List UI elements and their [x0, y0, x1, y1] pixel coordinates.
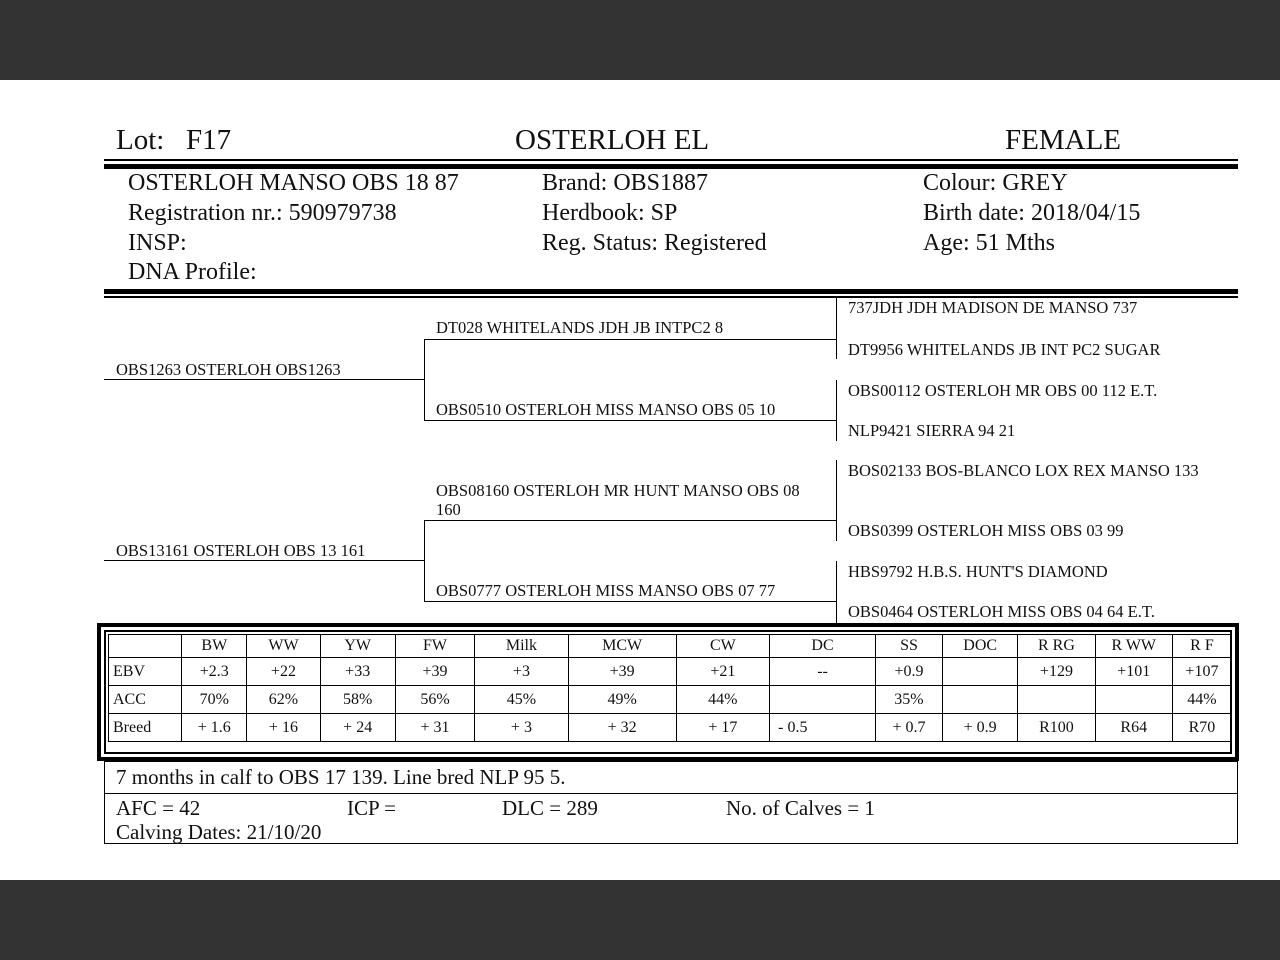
pedigree-line [104, 379, 425, 380]
table-cell: +3 [475, 658, 569, 686]
pedigree-dam: OBS13161 OSTERLOH OBS 13 161 [116, 541, 366, 560]
table-cell: R100 [1018, 714, 1095, 742]
table-cell: R70 [1172, 714, 1231, 742]
table-cell: +0.9 [875, 658, 942, 686]
ebv-col-bw: BW [182, 635, 247, 658]
table-cell: +21 [676, 658, 770, 686]
lot-label: Lot: [116, 124, 165, 156]
header-rule-thin [104, 159, 1238, 161]
table-cell: + 32 [568, 714, 676, 742]
ebv-col-fw: FW [395, 635, 474, 658]
ebv-col-blank [109, 635, 182, 658]
table-cell: +101 [1095, 658, 1172, 686]
pedigree-sire-dam: OBS0510 OSTERLOH MISS MANSO OBS 05 10 [436, 400, 776, 419]
table-cell [1018, 686, 1095, 714]
ebv-col-rww: R WW [1095, 635, 1172, 658]
ebv-table [108, 634, 1232, 742]
table-cell: +129 [1018, 658, 1095, 686]
pedigree-gen3-7: HBS9792 H.B.S. HUNT'S DIAMOND [848, 562, 1108, 581]
bottom-letterbox [0, 880, 1280, 960]
registration-number: Registration nr.: 590979738 [128, 200, 397, 226]
ebv-col-dc: DC [770, 635, 876, 658]
table-cell [1095, 686, 1172, 714]
brand: Brand: OBS1887 [542, 170, 709, 196]
pedigree-connector [836, 380, 837, 441]
pedigree-dam-dam: OBS0777 OSTERLOH MISS MANSO OBS 07 77 [436, 581, 776, 600]
pedigree-line [424, 601, 836, 602]
table-cell: + 1.6 [182, 714, 247, 742]
notes-comment: 7 months in calf to OBS 17 139. Line bred NLP 95 5. [116, 765, 566, 789]
table-cell: +39 [395, 658, 474, 686]
pedigree-connector [424, 339, 425, 420]
pedigree-gen3-3: OBS00112 OSTERLOH MR OBS 00 112 E.T. [848, 381, 1158, 400]
notes-divider [104, 793, 1238, 794]
ebv-col-rrg: R RG [1018, 635, 1095, 658]
table-cell: 45% [475, 686, 569, 714]
table-cell: 35% [875, 686, 942, 714]
afc: AFC = 42 [116, 796, 201, 820]
ebv-col-mcw: MCW [568, 635, 676, 658]
pedigree-line [424, 339, 836, 340]
pedigree-gen3-1: 737JDH JDH MADISON DE MANSO 737 [848, 298, 1138, 317]
pedigree-connector [836, 298, 837, 359]
calving-dates: Calving Dates: 21/10/20 [116, 820, 322, 844]
table-cell: -- [770, 658, 876, 686]
pedigree-line [424, 520, 836, 521]
age: Age: 51 Mths [923, 230, 1055, 256]
table-cell: 58% [320, 686, 395, 714]
ebv-col-doc: DOC [943, 635, 1018, 658]
table-cell: R64 [1095, 714, 1172, 742]
ebv-col-yw: YW [320, 635, 395, 658]
pedigree-gen3-4: NLP9421 SIERRA 94 21 [848, 421, 1016, 440]
animal-name: OSTERLOH EL [515, 124, 710, 156]
table-cell: + 3 [475, 714, 569, 742]
table-cell: 49% [568, 686, 676, 714]
table-cell [943, 686, 1018, 714]
ebv-col-rf: R F [1172, 635, 1231, 658]
table-cell: 56% [395, 686, 474, 714]
table-cell: Breed [109, 714, 182, 742]
icp: ICP = [347, 796, 396, 820]
table-cell: + 31 [395, 714, 474, 742]
table-cell: +33 [320, 658, 395, 686]
table-cell: +107 [1172, 658, 1231, 686]
dna-profile: DNA Profile: [128, 259, 257, 285]
table-cell: - 0.5 [770, 714, 876, 742]
reg-name: OSTERLOH MANSO OBS 18 87 [128, 170, 459, 196]
pedigree-connector [424, 520, 425, 601]
animal-sex: FEMALE [1005, 124, 1121, 156]
number-of-calves: No. of Calves = 1 [726, 796, 875, 820]
pedigree-connector [836, 561, 837, 623]
pedigree-line [424, 420, 836, 421]
table-cell: + 0.7 [875, 714, 942, 742]
table-cell [770, 686, 876, 714]
ebv-col-ss: SS [875, 635, 942, 658]
ebv-col-cw: CW [676, 635, 770, 658]
table-cell: +22 [247, 658, 320, 686]
pedigree-gen3-6: OBS0399 OSTERLOH MISS OBS 03 99 [848, 521, 1124, 540]
table-cell: 44% [1172, 686, 1231, 714]
table-cell: +39 [568, 658, 676, 686]
lot-number: F17 [186, 124, 232, 156]
birth-date: Birth date: 2018/04/15 [923, 200, 1141, 226]
pedigree-sire: OBS1263 OSTERLOH OBS1263 [116, 360, 341, 379]
reg-status: Reg. Status: Registered [542, 230, 767, 256]
pedigree-connector [836, 460, 837, 541]
breed-row [109, 714, 1232, 742]
table-cell: 62% [247, 686, 320, 714]
pedigree-gen3-2: DT9956 WHITELANDS JB INT PC2 SUGAR [848, 340, 1161, 359]
table-cell: + 17 [676, 714, 770, 742]
table-cell: ACC [109, 686, 182, 714]
table-cell [943, 658, 1018, 686]
pedigree-gen3-5: BOS02133 BOS-BLANCO LOX REX MANSO 133 [848, 461, 1199, 480]
herdbook: Herdbook: SP [542, 200, 678, 226]
acc-row [109, 686, 1232, 714]
table-cell: + 24 [320, 714, 395, 742]
table-cell: EBV [109, 658, 182, 686]
colour: Colour: GREY [923, 170, 1068, 196]
header-rule-thick [104, 164, 1238, 169]
pedigree-sire-sire: DT028 WHITELANDS JDH JB INTPC2 8 [436, 318, 724, 337]
ebv-col-ww: WW [247, 635, 320, 658]
dlc: DLC = 289 [502, 796, 598, 820]
ebv-col-milk: Milk [475, 635, 569, 658]
table-cell: 70% [182, 686, 247, 714]
ebv-row [109, 658, 1232, 686]
insp: INSP: [128, 230, 187, 256]
table-cell: + 0.9 [943, 714, 1018, 742]
top-letterbox [0, 0, 1280, 80]
info-rule-thick [104, 289, 1238, 294]
pedigree-gen3-8: OBS0464 OSTERLOH MISS OBS 04 64 E.T. [848, 602, 1155, 621]
ebv-header-row [109, 635, 1232, 658]
pedigree-line [104, 560, 425, 561]
table-cell: +2.3 [182, 658, 247, 686]
table-cell: + 16 [247, 714, 320, 742]
table-cell: 44% [676, 686, 770, 714]
pedigree-dam-sire: OBS08160 OSTERLOH MR HUNT MANSO OBS 08 160 [436, 481, 800, 519]
